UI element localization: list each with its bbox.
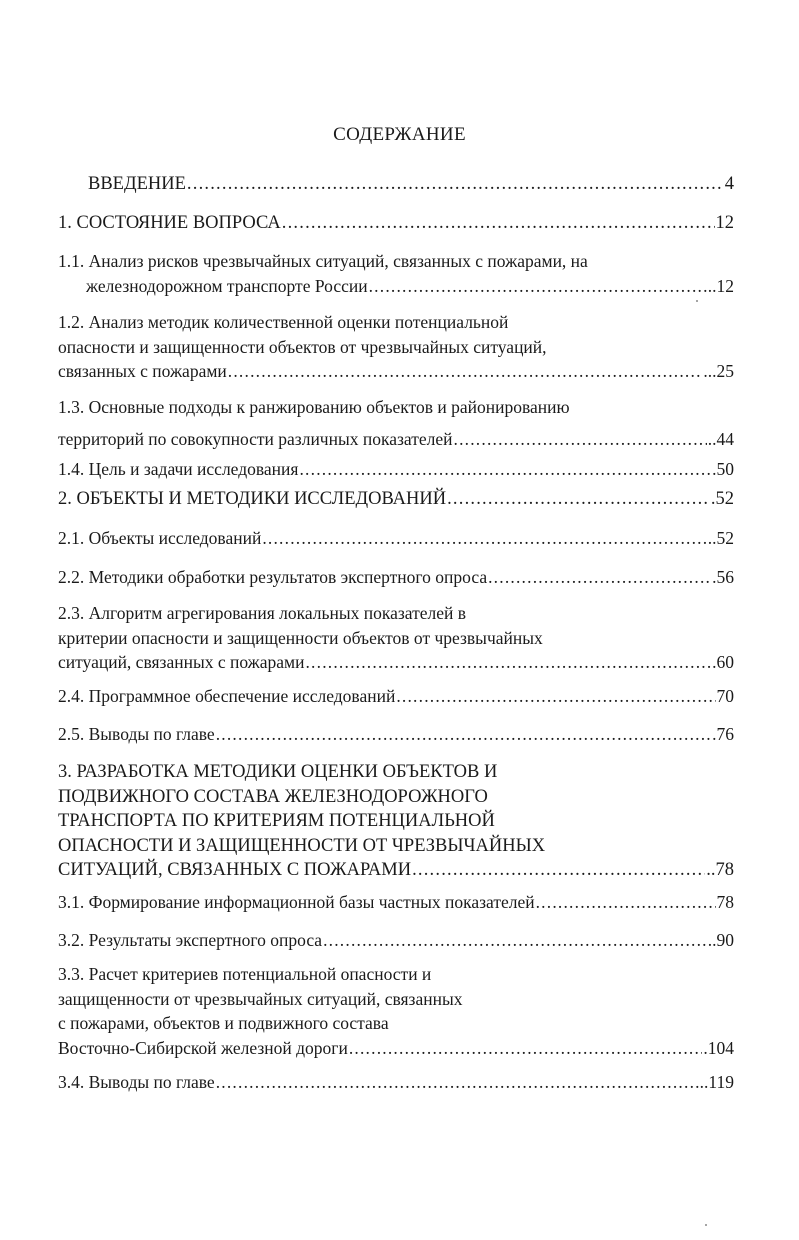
toc-entry-label: связанных с пожарами [58, 361, 227, 381]
toc-entry-label: СИТУАЦИЙ, СВЯЗАННЫХ С ПОЖАРАМИ [58, 860, 412, 880]
toc-entry-line: 3. РАЗРАБОТКА МЕТОДИКИ ОЦЕНКИ ОБЪЕКТОВ И [58, 762, 498, 782]
toc-entry-3-4 [58, 1070, 734, 1095]
toc-entry-line: ПОДВИЖНОГО СОСТАВА ЖЕЛЕЗНОДОРОЖНОГО [58, 786, 488, 807]
toc-entry-label: 3.2. Результаты экспертного опроса [58, 930, 323, 950]
toc-entry-introduction [58, 172, 734, 197]
toc-entry-3-2 [58, 928, 734, 953]
toc-leader-dots [228, 359, 703, 384]
toc-entry-label: 1.4. Цель и задачи исследования [58, 459, 299, 479]
toc-entry-page: .104 [703, 1037, 734, 1058]
toc-entry-label: железнодорожном транспорте России [86, 275, 368, 296]
toc-entry-2-2 [58, 565, 734, 590]
toc-entry-label: 2. ОБЪЕКТЫ И МЕТОДИКИ ИССЛЕДОВАНИЙ [58, 489, 447, 509]
toc-entry-1-3 [58, 395, 734, 451]
toc-entry-page: ..12 [707, 275, 734, 296]
toc-entry-page: ..44 [707, 428, 734, 449]
toc-leader-dots [187, 172, 724, 197]
toc-entry-page: ..78 [706, 860, 734, 880]
toc-entry-line: 1.1. Анализ рисков чрезвычайных ситуаций, связанных с пожарами, на [58, 251, 588, 271]
toc-entry-label: 2.2. Методики обработки результатов экспертного опроса [58, 567, 488, 587]
toc-entry-page: .60 [712, 652, 734, 672]
toc-leader-dots [262, 526, 706, 551]
toc-leader-dots [216, 1070, 699, 1095]
toc-entry-label: ситуаций, связанных с пожарами [58, 652, 305, 672]
toc-leader-dots [369, 274, 707, 299]
toc-leader-dots [305, 650, 711, 675]
toc-entry-page: ..119 [699, 1072, 734, 1092]
toc-entry-page: 12 [715, 213, 734, 233]
toc-entry-line: с пожарами, объектов и подвижного состава [58, 1013, 389, 1033]
toc-entry-page: .52 [710, 489, 734, 509]
toc-entry-label: территорий по совокупности различных показателей [58, 428, 453, 449]
toc-entry-1-1 [58, 249, 734, 298]
toc-entry-line: 2.3. Алгоритм агрегирования локальных показателей в [58, 603, 467, 623]
toc-entry-label: Восточно-Сибирской железной дороги [58, 1037, 348, 1058]
scan-speck [705, 1224, 707, 1226]
toc-entry-line: защищенности от чрезвычайных ситуаций, связанных [58, 988, 463, 1009]
toc-entry-line: критерии опасности и защищенности объектов от чрезвычайных [58, 627, 543, 648]
toc-entry-chapter-1 [58, 211, 734, 236]
toc-entry-3-3 [58, 962, 734, 1060]
toc-entry-2-1 [58, 526, 734, 551]
toc-entry-label: 3.1. Формирование информационной базы частных показателей [58, 892, 535, 912]
toc-leader-dots [412, 858, 705, 883]
toc-entry-2-4 [58, 684, 734, 709]
toc-leader-dots [216, 722, 711, 747]
toc-leader-dots [299, 457, 711, 482]
toc-entry-1-2 [58, 310, 734, 384]
toc-leader-dots [536, 890, 716, 915]
toc-entry-chapter-3 [58, 760, 734, 883]
toc-entry-page: .90 [712, 930, 734, 950]
toc-entry-2-3 [58, 601, 734, 675]
toc-entry-label: ВВЕДЕНИЕ [88, 174, 186, 194]
toc-entry-page: ..52 [707, 528, 734, 548]
toc-leader-dots [396, 684, 715, 709]
toc-entry-line: ОПАСНОСТИ И ЗАЩИЩЕННОСТИ ОТ ЧРЕЗВЫЧАЙНЫХ [58, 835, 546, 856]
toc-entry-page: .50 [712, 459, 734, 479]
page-title: СОДЕРЖАНИЕ [333, 124, 466, 145]
toc-entry-line: 3.3. Расчет критериев потенциальной опасности и [58, 964, 432, 984]
toc-entry-page: .56 [712, 567, 734, 587]
toc-leader-dots [349, 1036, 703, 1061]
toc-leader-dots [282, 211, 715, 236]
toc-entry-1-4 [58, 457, 734, 482]
toc-entry-label: 3.4. Выводы по главе [58, 1072, 215, 1092]
toc-entry-page: 78 [716, 892, 734, 912]
toc-entry-page: 4 [724, 174, 734, 194]
toc-entry-line: ТРАНСПОРТА ПО КРИТЕРИЯМ ПОТЕНЦИАЛЬНОЙ [58, 811, 495, 831]
toc-entry-chapter-2 [58, 487, 734, 512]
toc-entry-label: 2.4. Программное обеспечение исследований [58, 686, 396, 706]
toc-entry-line: 1.3. Основные подходы к ранжированию объектов и районированию [58, 397, 570, 417]
toc-leader-dots [447, 487, 710, 512]
toc-entry-page: .76 [712, 724, 734, 744]
toc-leader-dots [323, 928, 711, 953]
toc-entry-page: ...25 [703, 361, 734, 381]
toc-entry-line: 1.2. Анализ методик количественной оценки потенциальной [58, 312, 509, 332]
toc-entry-label: 1. СОСТОЯНИЕ ВОПРОСА [58, 213, 281, 233]
toc-entry-2-5 [58, 722, 734, 747]
toc-leader-dots [488, 565, 711, 590]
toc-entry-label: 2.5. Выводы по главе [58, 724, 215, 744]
toc-leader-dots [454, 427, 707, 452]
toc-entry-page: 70 [716, 686, 734, 706]
toc-entry-line: опасности и защищенности объектов от чрезвычайных ситуаций, [58, 336, 547, 357]
toc-entry-3-1 [58, 890, 734, 915]
scan-speck [696, 300, 698, 302]
toc-entry-label: 2.1. Объекты исследований [58, 528, 262, 548]
